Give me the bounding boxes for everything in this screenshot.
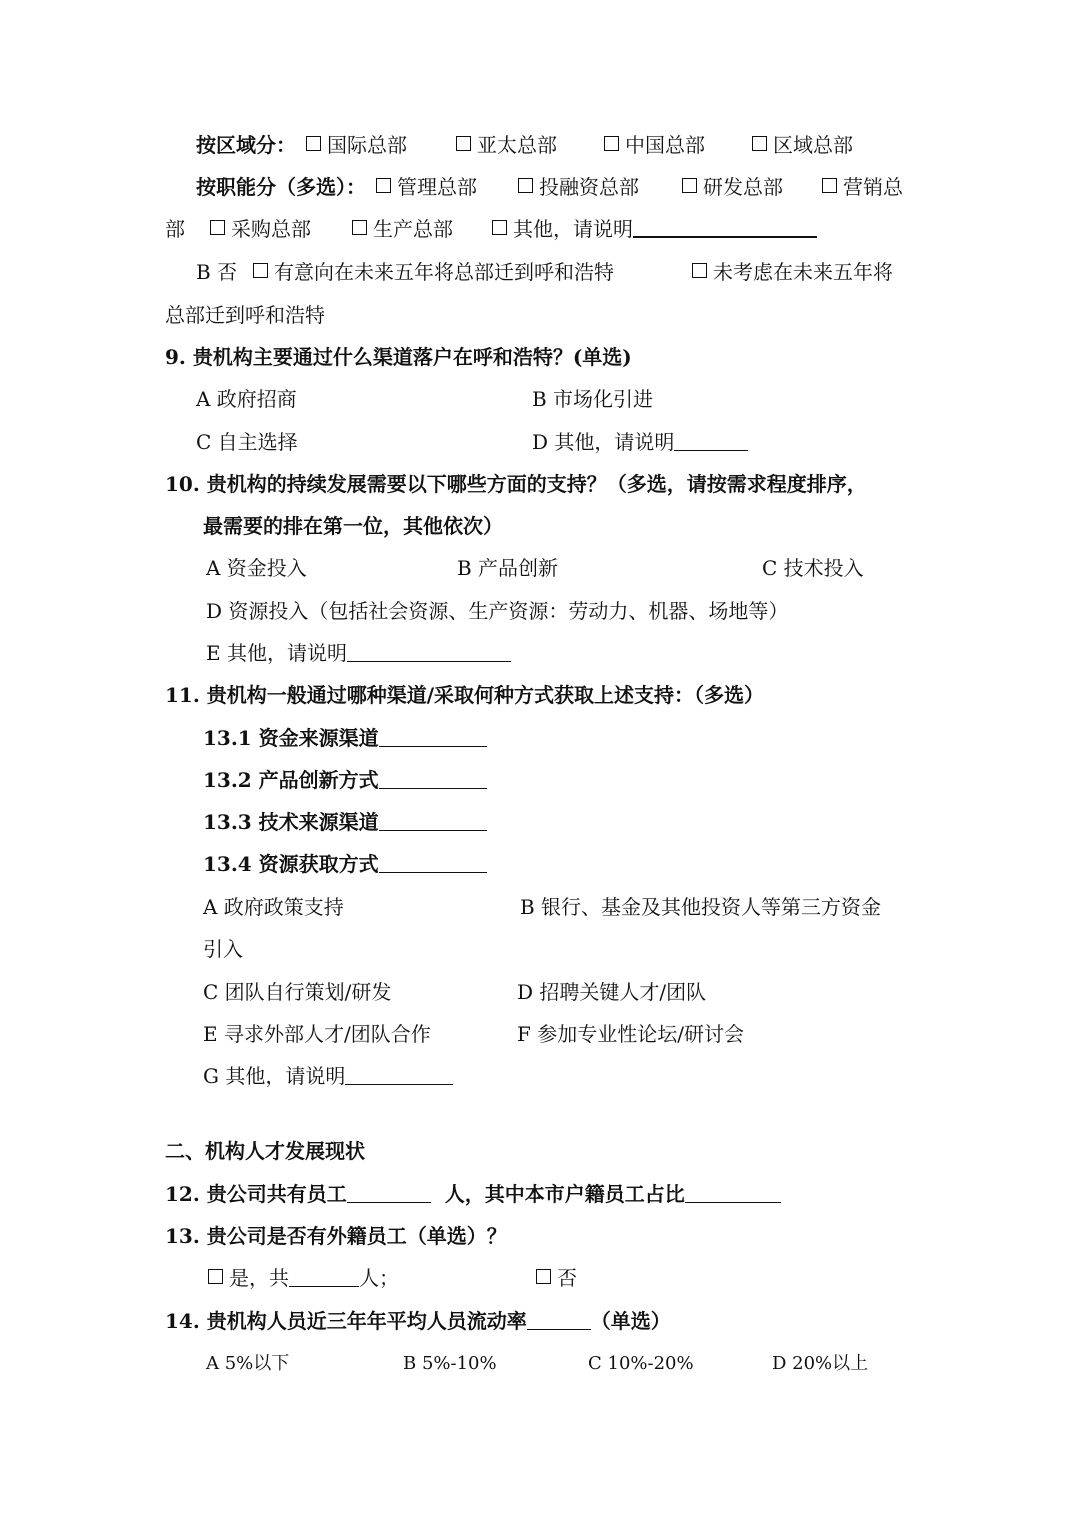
q14-title: 14. 贵机构人员近三年年平均人员流动率 （单选） [165,1309,671,1333]
region-label: 按区域分： [196,133,296,157]
checkbox-icon [604,136,619,151]
q13-title: 13. 贵公司是否有外籍员工（单选）？ [165,1224,507,1248]
q13-foreign-count-blank[interactable] [289,1266,359,1287]
q11-option-b[interactable]: B 银行、基金及其他投资人等第三方资金 [520,895,882,919]
checkbox-icon [492,220,507,235]
q9-title: 9. 贵机构主要通过什么渠道落户在呼和浩特？(单选) [165,345,632,369]
q10-other-blank[interactable] [347,641,511,662]
b-no-label: B 否 [196,260,238,284]
q10-title: 10. 贵机构的持续发展需要以下哪些方面的支持？（多选，请按需求程度排序， [165,472,867,496]
q11-option-g[interactable]: G 其他，请说明 [203,1062,453,1090]
q14-turnover-blank[interactable] [527,1309,591,1330]
q10-option-d[interactable]: D 资源投入（包括社会资源、生产资源：劳动力、机器、场地等） [206,599,789,623]
b-option-cont: 总部迁到呼和浩特 [165,303,325,327]
q11-other-blank[interactable] [345,1064,453,1085]
checkbox-icon [518,178,533,193]
q11-sub-technology: 13.3 技术来源渠道 [203,808,487,836]
q11-option-b-cont: 引入 [203,937,243,961]
q10-option-e[interactable]: E 其他，请说明 [206,639,511,667]
q9-option-d[interactable]: D 其他，请说明 [532,428,748,456]
checkbox-icon [253,263,268,278]
function-option-production[interactable]: 生产总部 [352,215,453,243]
q13-option-no[interactable]: 否 [536,1264,577,1292]
q11-sub-product: 13.2 产品创新方式 [203,766,487,794]
checkbox-icon [536,1269,551,1284]
q10-option-a[interactable]: A 资金投入 [206,556,307,580]
checkbox-icon [306,136,321,151]
function-label: 按职能分（多选）： [196,175,366,199]
function-option-rnd[interactable]: 研发总部 [682,173,783,201]
function-option-management[interactable]: 管理总部 [376,173,477,201]
q11-option-f[interactable]: F 参加专业性论坛/研讨会 [517,1022,744,1046]
q11-sub-funding: 13.1 资金来源渠道 [203,724,487,752]
function-option-marketing[interactable]: 营销总 [822,173,903,201]
b-option-not-considered[interactable]: 未考虑在未来五年将 [692,258,893,286]
q11-sub-resources-blank[interactable] [379,852,487,873]
q11-option-e[interactable]: E 寻求外部人才/团队合作 [203,1022,431,1046]
function-option-purchasing[interactable]: 采购总部 [210,215,311,243]
q12-local-ratio-blank[interactable] [685,1182,781,1203]
checkbox-icon [376,178,391,193]
q14-option-c[interactable]: C 10%-20% [588,1353,694,1374]
region-option-china[interactable]: 中国总部 [604,131,705,159]
checkbox-icon [456,136,471,151]
q9-option-b[interactable]: B 市场化引进 [532,387,654,411]
region-option-asia-pacific[interactable]: 亚太总部 [456,131,557,159]
function-other-blank[interactable] [633,216,817,238]
q14-option-b[interactable]: B 5%-10% [403,1353,497,1374]
q14-option-a[interactable]: A 5%以下 [206,1353,290,1374]
q12-title: 12. 贵公司共有员工 人，其中本市户籍员工占比 [165,1180,781,1208]
q11-option-d[interactable]: D 招聘关键人才/团队 [517,980,707,1004]
b-option-intend-move[interactable]: 有意向在未来五年将总部迁到呼和浩特 [253,258,614,286]
function-option-marketing-cont: 部 [165,217,185,241]
region-option-regional[interactable]: 区域总部 [752,131,853,159]
q14-option-d[interactable]: D 20%以上 [772,1353,869,1374]
checkbox-icon [208,1269,223,1284]
checkbox-icon [752,136,767,151]
section-2-title: 二、机构人才发展现状 [165,1139,365,1163]
q11-sub-funding-blank[interactable] [379,726,487,747]
q11-sub-technology-blank[interactable] [379,810,487,831]
q9-option-a[interactable]: A 政府招商 [196,387,297,411]
q9-other-blank[interactable] [674,430,748,451]
q10-option-c[interactable]: C 技术投入 [762,556,864,580]
checkbox-icon [822,178,837,193]
q11-sub-product-blank[interactable] [379,768,487,789]
checkbox-icon [682,178,697,193]
q11-option-c[interactable]: C 团队自行策划/研发 [203,980,392,1004]
checkbox-icon [210,220,225,235]
function-option-investment[interactable]: 投融资总部 [518,173,639,201]
checkbox-icon [352,220,367,235]
q11-option-a[interactable]: A 政府政策支持 [203,895,344,919]
q12-employee-count-blank[interactable] [347,1182,431,1203]
q10-option-b[interactable]: B 产品创新 [457,556,559,580]
q11-title: 11. 贵机构一般通过哪种渠道/采取何种方式获取上述支持：（多选） [165,683,765,707]
q13-option-yes[interactable]: 是，共 人； [208,1264,399,1292]
region-option-international[interactable]: 国际总部 [306,131,407,159]
function-option-other[interactable]: 其他，请说明 [492,215,817,243]
checkbox-icon [692,263,707,278]
q10-title-cont: 最需要的排在第一位，其他依次） [203,514,503,538]
q11-sub-resources: 13.4 资源获取方式 [203,850,487,878]
q9-option-c[interactable]: C 自主选择 [196,430,298,454]
